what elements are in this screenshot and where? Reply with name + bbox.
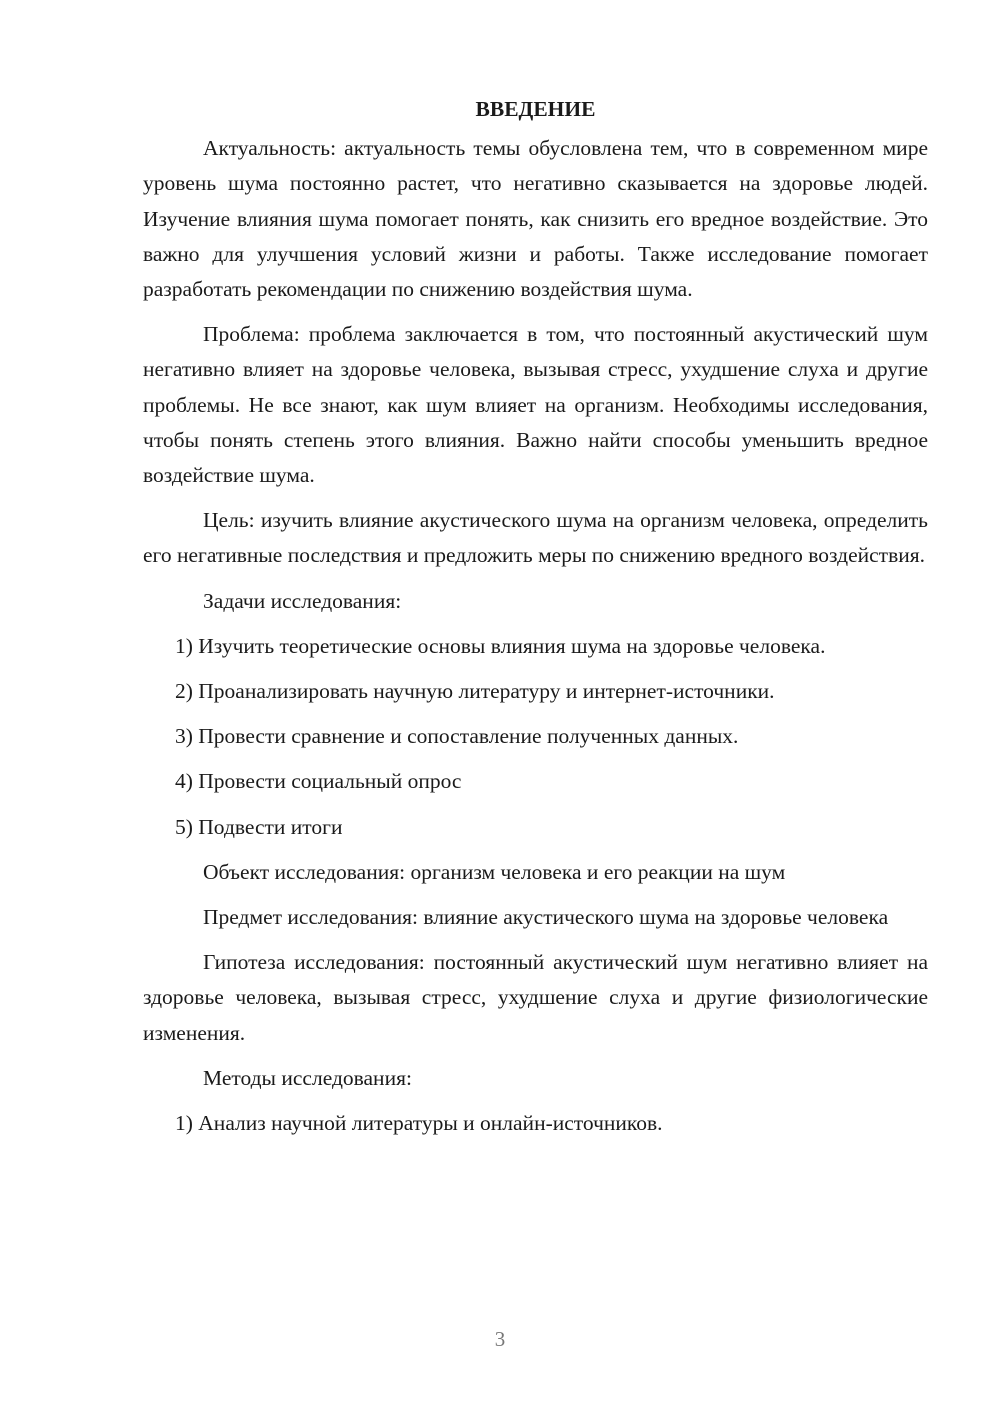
task-item: 2) Проанализировать научную литературу и интернет-источники. [175, 679, 775, 704]
section-title: ВВЕДЕНИЕ [475, 97, 596, 121]
goal-paragraph: Цель: изучить влияние акустического шума на организм человека, определить его негативные последствия и предложить меры по снижению вредного воздействия. [143, 508, 928, 568]
subject-paragraph: Предмет исследования: влияние акустического шума на здоровье человека [203, 905, 889, 930]
task-item: 5) Подвести итоги [175, 814, 343, 839]
problem-paragraph: Проблема: проблема заключается в том, что постоянный акустический шум негативно влияет на здоровье человека, вызывая стресс, ухудшение слуха и другие проблемы. Не все знают, как шум влияет на организм. Необходимы исследования, чтобы понять степень этого влияния. Важно найти способы уменьшить вредное воздействие шума. [143, 322, 928, 488]
hypothesis-paragraph: Гипотеза исследования: постоянный акустический шум негативно влияет на здоровье человека, вызывая стресс, ухудшение слуха и другие физиологические изменения. [143, 950, 928, 1045]
task-item: 1) Изучить теоретические основы влияния шума на здоровье человека. [175, 633, 826, 658]
task-item: 4) Провести социальный опрос [175, 769, 462, 794]
methods-heading: Методы исследования: [203, 1065, 412, 1090]
relevance-paragraph: Актуальность: актуальность темы обусловлена тем, что в современном мире уровень шума постоянно растет, что негативно сказывается на здоровье людей. Изучение влияния шума помогает понять, как снизить его вредное воздействие. Это важно для улучшения условий жизни и работы. Также исследование помогает разработать рекомендации по снижению воздействия шума. [143, 136, 928, 302]
tasks-heading: Задачи исследования: [203, 588, 402, 613]
method-item: 1) Анализ научной литературы и онлайн-источников. [175, 1111, 663, 1136]
document-page [143, 92, 928, 1151]
tasks-list [143, 629, 928, 845]
task-item: 3) Провести сравнение и сопоставление полученных данных. [175, 724, 739, 749]
page-number: 3 [494, 1327, 506, 1351]
methods-list [143, 1106, 928, 1141]
object-paragraph: Объект исследования: организм человека и его реакции на шум [203, 859, 786, 884]
